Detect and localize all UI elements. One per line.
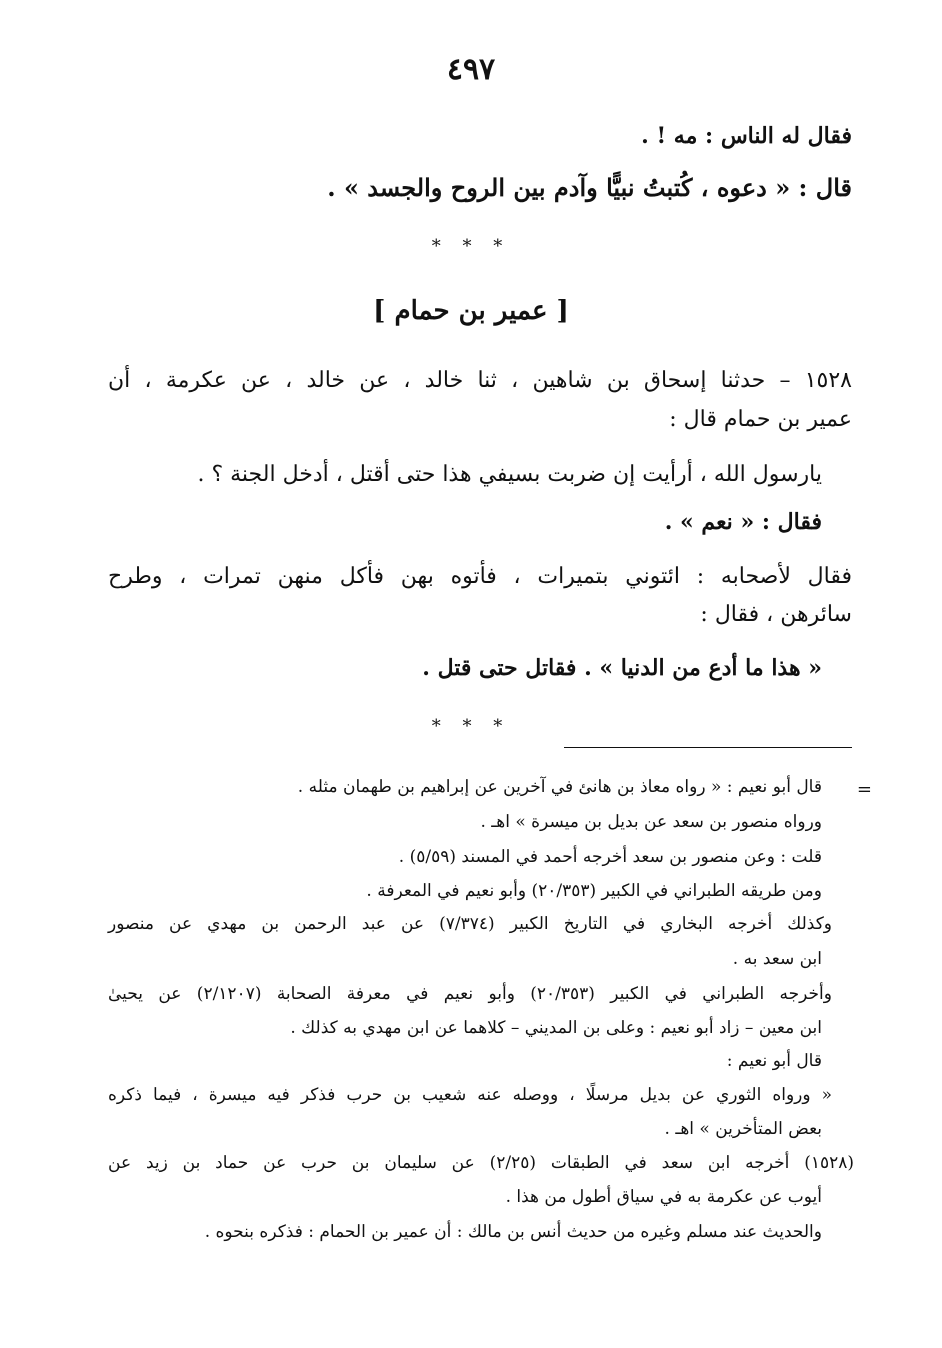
footnote-line: ابن معين – زاد أبو نعيم : وعلى بن المديني – كلاهما عن ابن مهدي به كذلك . [290, 1018, 822, 1038]
section-separator: * * * [431, 236, 511, 257]
footnote-line: أيوب عن عكرمة به في سياق أطول من هذا . [505, 1187, 822, 1207]
footnote-line: والحديث عند مسلم وغيره من حديث أنس بن مالك : أن عمير بن الحمام : فذكره بنحوه . [204, 1222, 822, 1242]
footnote-line: ومن طريقه الطبراني في الكبير (٢٠/٣٥٣) وأبو نعيم في المعرفة . [366, 881, 822, 901]
page-number: ٤٩٧ [446, 52, 496, 87]
footnote-line: ورواه منصور بن سعد عن بديل بن ميسرة » اهـ . [480, 812, 822, 832]
footnote-line: ابن سعد به . [732, 949, 822, 969]
footnote-line: وأخرجه الطبراني في الكبير (٢٠/٣٥٣) وأبو نعيم في معرفة الصحابة (٢/١٢٠٧) عن يحيىٰ [108, 984, 832, 1004]
footnote-line: قال أبو نعيم : « رواه معاذ بن هانئ في آخرين عن إبراهيم بن طهمان مثله . [297, 777, 822, 797]
footnote-line: وكذلك أخرجه البخاري في التاريخ الكبير (٧/٣٧٤) عن عبد الرحمن بن مهدي عن منصور [108, 914, 833, 934]
hadith-line: سائرهن ، فقال : [700, 602, 852, 627]
footnote-continuation-mark: = [856, 779, 872, 800]
footnote-line: قال أبو نعيم : [726, 1051, 822, 1071]
footnote-line: بعض المتأخرين » اهـ . [664, 1119, 822, 1139]
text-line: فقال له الناس : مه ! . [641, 123, 852, 149]
footnote-line: (١٥٢٨) أخرجه ابن سعد في الطبقات (٢/٢٥) عن سليمان بن حرب عن حماد بن زيد عن [108, 1153, 855, 1173]
footnote-line: « ورواه الثوري عن بديل مرسلًا ، ووصله عنه شعيب بن حرب فذكر فيه ميسرة ، فيما ذكره [108, 1085, 832, 1105]
footnote-line: قلت : وعن منصور بن سعد أخرجه أحمد في المسند (٥/٥٩) . [398, 847, 822, 867]
footnote-rule [564, 747, 852, 748]
hadith-line: فقال : « نعم » . [664, 509, 822, 535]
section-separator: * * * [431, 716, 511, 737]
section-title: [ عمير بن حمام ] [373, 296, 569, 326]
hadith-line: ١٥٢٨ – حدثنا إسحاق بن شاهين ، ثنا خالد ، عن خالد ، عن عكرمة ، أن [108, 368, 852, 393]
hadith-line: « هذا ما أدع من الدنيا » . فقاتل حتى قتل . [422, 655, 822, 681]
text-line: قال : « دعوه ، كُتبتُ نبيًّا وآدم بين الروح والجسد » . [327, 173, 852, 202]
hadith-line: يارسول الله ، أرأيت إن ضربت بسيفي هذا حتى أقتل ، أدخل الجنة ؟ . [197, 462, 822, 487]
hadith-line: فقال لأصحابه : ائتوني بتميرات ، فأتوه بهن فأكل منهن تمرات ، وطرح [108, 564, 852, 589]
hadith-line: عمير بن حمام قال : [669, 407, 852, 432]
